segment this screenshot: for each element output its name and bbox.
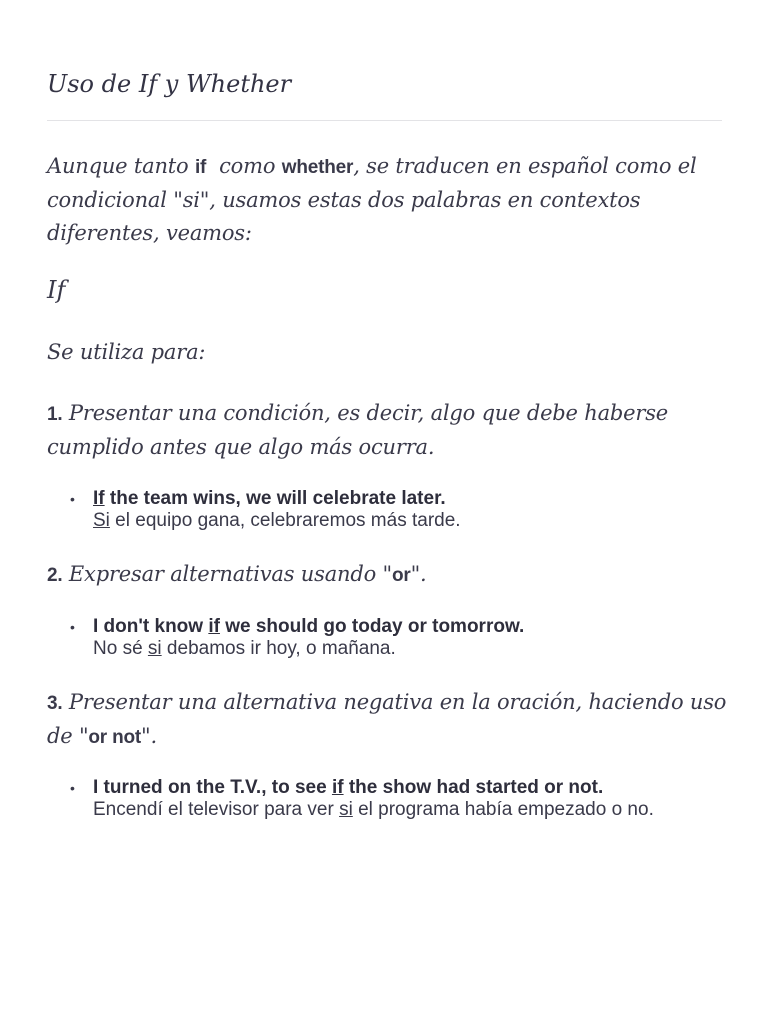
point-2-text-b: ". [410, 562, 427, 586]
point-2-text-a: Expresar alternativas usando " [62, 562, 392, 586]
point-1-number: 1. [47, 404, 63, 425]
intro-text-1: Aunque tanto [47, 154, 195, 178]
example-2-english [93, 616, 720, 638]
example-2-english-a: I don't know [93, 616, 209, 637]
example-3 [70, 777, 720, 821]
example-3-english [93, 777, 720, 799]
example-3-spanish-b: el programa había empezado o no. [352, 799, 654, 820]
point-1-text: Presentar una condición, es decir, algo que debe haberse cumplido antes que algo más ocurra. [47, 401, 669, 459]
uses-label: Se utiliza para: [47, 340, 206, 364]
example-3-english-b: the show had started or not. [343, 777, 604, 798]
example-3-spanish [93, 799, 720, 821]
example-1-english [93, 488, 720, 510]
section-heading-if: If [47, 276, 66, 304]
intro-if-word: if [194, 157, 207, 178]
point-1 [47, 397, 737, 464]
example-1-english-keyword: If [93, 488, 105, 509]
example-3-english-keyword: if [331, 777, 344, 798]
intro-text-3: , se traducen en español como el condicional "si", usamos estas dos palabras en contextos diferentes, veamos: [47, 154, 697, 245]
intro-text-2: como [206, 154, 282, 178]
point-3-keyword: or not [88, 727, 142, 748]
example-2-english-b: we should go today or tomorrow. [219, 616, 525, 637]
example-1-spanish [93, 510, 720, 532]
example-2-spanish-keyword: si [147, 638, 162, 659]
intro-whether-word: whether [281, 157, 354, 178]
bullet-icon: • [70, 619, 75, 635]
intro-paragraph [47, 150, 737, 250]
example-3-spanish-a: Encendí el televisor para ver [93, 799, 340, 820]
point-2 [47, 558, 737, 592]
example-2-spanish-a: No sé [93, 638, 148, 659]
example-3-english-a: I turned on the T.V., to see [93, 777, 332, 798]
bullet-icon: • [70, 491, 75, 507]
example-1 [70, 488, 720, 532]
example-2-english-keyword: if [208, 616, 220, 637]
point-2-keyword: or [391, 565, 411, 586]
bullet-icon: • [70, 780, 75, 796]
example-2-spanish [93, 638, 720, 660]
page-title: Uso de If y Whether [47, 70, 292, 98]
example-3-spanish-keyword: si [339, 799, 353, 820]
example-1-spanish-rest: el equipo gana, celebraremos más tarde. [109, 510, 461, 531]
example-2-spanish-b: debamos ir hoy, o mañana. [161, 638, 396, 659]
point-2-number: 2. [47, 565, 63, 586]
point-3 [47, 686, 737, 754]
example-1-spanish-keyword: Si [93, 510, 110, 531]
point-3-text-b: ". [141, 724, 157, 748]
point-3-text-a: Presentar una alternativa negativa en la oración, haciendo uso de " [47, 690, 727, 748]
title-divider [47, 120, 722, 121]
point-3-number: 3. [47, 693, 63, 714]
example-2 [70, 616, 720, 660]
example-1-english-rest: the team wins, we will celebrate later. [104, 488, 446, 509]
